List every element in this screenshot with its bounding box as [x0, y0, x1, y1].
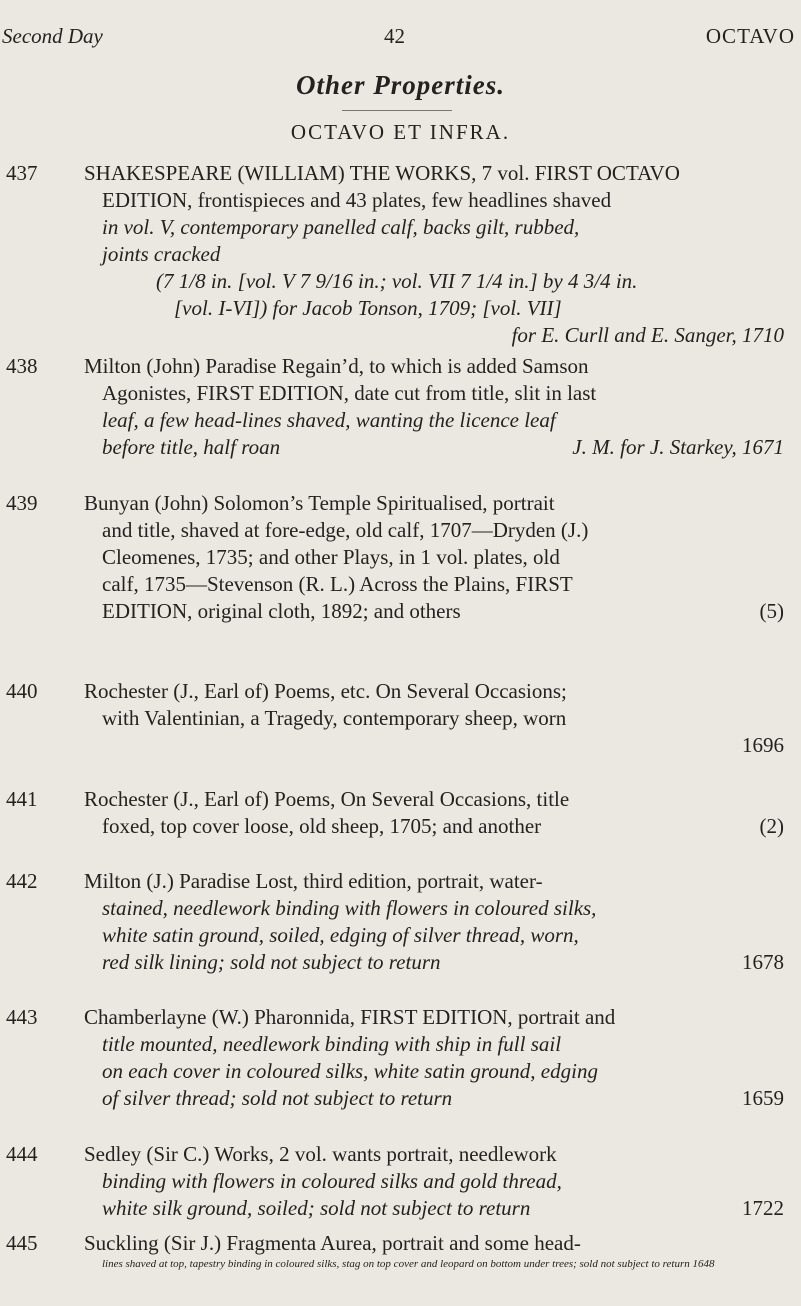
lot-line: Suckling (Sir J.) Fragmenta Aurea, portrait and some head- [84, 1231, 581, 1255]
lot-date: 1659 [742, 1086, 784, 1110]
lot-description [84, 1004, 784, 1112]
lot-description [84, 868, 784, 976]
lot-line: white satin ground, soiled, edging of silver thread, worn, [102, 923, 579, 947]
header-day: Second Day [2, 24, 103, 48]
lot-line-text: of silver thread; sold not subject to return [102, 1086, 453, 1110]
lot-line [84, 434, 784, 461]
lot-description [84, 1141, 784, 1222]
section-title: Other Properties. [296, 70, 505, 100]
lot-count: (5) [759, 599, 784, 623]
lot-line [84, 813, 784, 840]
lot-number: 439 [6, 491, 38, 515]
lot-line: stained, needlework binding with flowers in coloured silks, [102, 896, 597, 920]
lot-imprint: J. M. for J. Starkey, 1671 [572, 435, 784, 459]
lot-number: 444 [6, 1142, 38, 1166]
lot-line [84, 1195, 784, 1222]
lot-description [84, 1230, 784, 1271]
lot-line-overflow: lines shaved at top, tapestry binding in coloured silks, stag on top cover and leopard on bottom under trees; sold not subject to return 1648 [102, 1258, 715, 1270]
lot-description [84, 678, 784, 759]
lot-line-text: foxed, top cover loose, old sheep, 1705; and another [102, 814, 542, 838]
lot-line: leaf, a few head-lines shaved, wanting the licence leaf [102, 408, 556, 432]
lot-line: for E. Curll and E. Sanger, 1710 [511, 323, 784, 347]
lot-line-text: red silk lining; sold not subject to return [102, 950, 441, 974]
lot-line [84, 949, 784, 976]
lot-line [84, 598, 784, 625]
lot-line: joints cracked [102, 242, 221, 266]
lot-line: Cleomenes, 1735; and other Plays, in 1 vol. plates, old [102, 545, 560, 569]
lot-description [84, 160, 784, 349]
lot-line-text: before title, half roan [102, 435, 281, 459]
lot-line-text: EDITION, original cloth, 1892; and others [102, 599, 461, 623]
title-divider [342, 110, 452, 111]
lot-number: 440 [6, 679, 38, 703]
lot-line: title mounted, needlework binding with ship in full sail [102, 1032, 562, 1056]
lot-number: 445 [6, 1231, 38, 1255]
lot-line: in vol. V, contemporary panelled calf, backs gilt, rubbed, [102, 215, 580, 239]
header-format: OCTAVO [705, 24, 795, 48]
lot-number: 438 [6, 354, 38, 378]
lot-line: Rochester (J., Earl of) Poems, etc. On Several Occasions; [84, 679, 567, 703]
lot-line: (7 1/8 in. [vol. V 7 9/16 in.; vol. VII 7 1/4 in.] by 4 3/4 in. [156, 269, 638, 293]
lot-line-text: white silk ground, soiled; sold not subject to return [102, 1196, 531, 1220]
lot-number: 441 [6, 787, 38, 811]
lot-date: 1696 [742, 733, 784, 757]
lot-line: Bunyan (John) Solomon’s Temple Spiritualised, portrait [84, 491, 555, 515]
running-header [0, 24, 801, 54]
lot-number: 437 [6, 161, 38, 185]
lot-line [84, 1085, 784, 1112]
lot-line: Sedley (Sir C.) Works, 2 vol. wants portrait, needlework [84, 1142, 557, 1166]
lot-line: on each cover in coloured silks, white satin ground, edging [102, 1059, 598, 1083]
page-number: 42 [384, 24, 405, 48]
lot-count: (2) [759, 814, 784, 838]
lot-line: Agonistes, FIRST EDITION, date cut from title, slit in last [102, 381, 597, 405]
lot-number: 442 [6, 869, 38, 893]
lot-line: SHAKESPEARE (WILLIAM) THE WORKS, 7 vol. FIRST OCTAVO [84, 161, 680, 185]
lot-date: 1678 [742, 950, 784, 974]
lot-line: [vol. I-VI]) for Jacob Tonson, 1709; [vol. VII] [174, 296, 562, 320]
lot-description [84, 786, 784, 840]
lot-line: calf, 1735—Stevenson (R. L.) Across the Plains, FIRST [102, 572, 573, 596]
lot-description [84, 353, 784, 461]
section-subtitle: OCTAVO ET INFRA. [290, 120, 511, 144]
lot-line: Chamberlayne (W.) Pharonnida, FIRST EDITION, portrait and [84, 1005, 616, 1029]
lot-date: 1722 [742, 1196, 784, 1220]
lot-line: and title, shaved at fore-edge, old calf, 1707—Dryden (J.) [102, 518, 589, 542]
lot-line: Milton (John) Paradise Regain’d, to which is added Samson [84, 354, 589, 378]
lot-description [84, 490, 784, 625]
lot-number: 443 [6, 1005, 38, 1029]
lot-line: Rochester (J., Earl of) Poems, On Several Occasions, title [84, 787, 570, 811]
lot-line: binding with flowers in coloured silks and gold thread, [102, 1169, 562, 1193]
lot-line: with Valentinian, a Tragedy, contemporary sheep, worn [102, 706, 567, 730]
lot-line: Milton (J.) Paradise Lost, third edition, portrait, water- [84, 869, 543, 893]
lot-line: EDITION, frontispieces and 43 plates, few headlines shaved [102, 188, 612, 212]
